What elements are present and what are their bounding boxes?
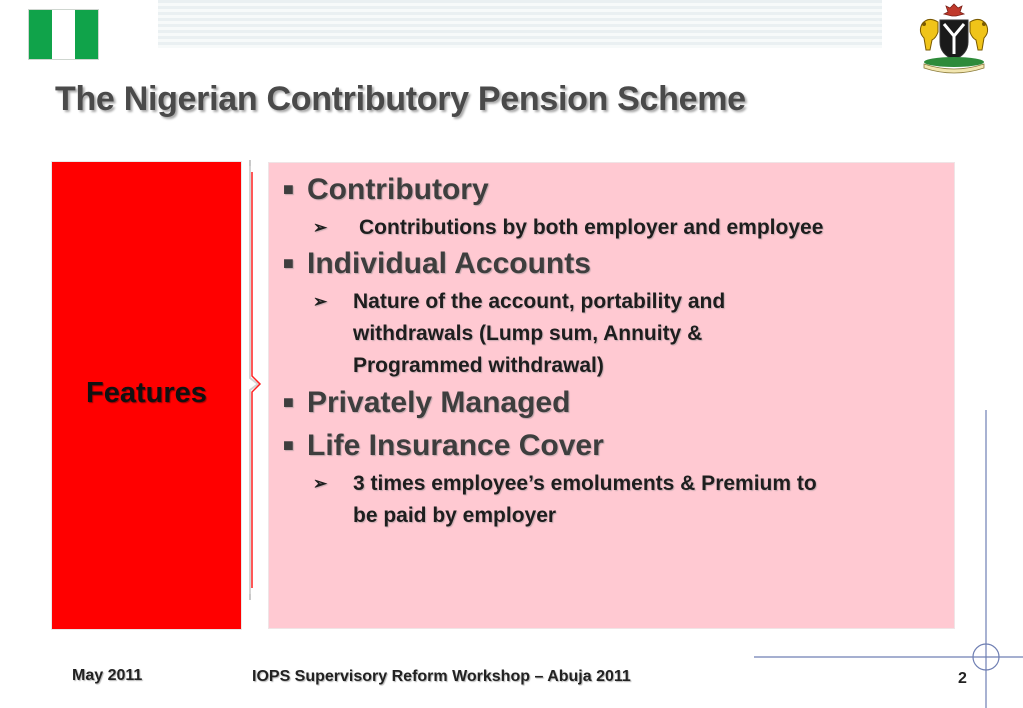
- coat-of-arms-icon: [910, 2, 998, 74]
- features-label: Features: [86, 377, 207, 409]
- item-heading: Privately Managed: [307, 386, 571, 419]
- item-heading: Contributory: [307, 173, 489, 206]
- arrowhead-bullet-icon: ➢: [313, 292, 328, 311]
- item-heading: Life Insurance Cover: [307, 429, 604, 462]
- item-heading: Individual Accounts: [307, 247, 591, 280]
- features-panel: [52, 162, 241, 629]
- footer-event: IOPS Supervisory Reform Workshop – Abuja 2011: [252, 668, 631, 685]
- sub-item-text: [353, 286, 725, 382]
- sub-item-line: 3 times employee’s emoluments & Premium to: [353, 472, 817, 495]
- list-item: [283, 171, 944, 212]
- arrowhead-bullet-icon: ➢: [313, 218, 328, 237]
- sub-item: [283, 212, 944, 245]
- list-item: [283, 245, 944, 286]
- sub-item-line: Nature of the account, portability and: [353, 290, 726, 313]
- square-bullet-icon: ■: [283, 179, 294, 199]
- bracket-arrow-icon: [244, 158, 268, 602]
- page-title: The Nigerian Contributory Pension Scheme: [55, 80, 746, 118]
- arrowhead-bullet-icon: ➢: [313, 474, 328, 493]
- sub-item: [283, 286, 944, 382]
- square-bullet-icon: ■: [283, 253, 294, 273]
- sub-item-line: withdrawals (Lump sum, Annuity &: [353, 322, 703, 345]
- footer-date: May 2011: [72, 667, 143, 684]
- page-number: 2: [958, 670, 967, 687]
- square-bullet-icon: ■: [283, 435, 294, 455]
- sub-item-text: Contributions by both employer and employee: [359, 216, 824, 239]
- sub-item-line: Programmed withdrawal): [353, 354, 604, 377]
- sub-item-line: be paid by employer: [353, 504, 557, 527]
- square-bullet-icon: ■: [283, 392, 294, 412]
- nigeria-flag-icon: [29, 10, 98, 59]
- decorative-lines: [740, 410, 1023, 708]
- header-strip: [158, 0, 882, 48]
